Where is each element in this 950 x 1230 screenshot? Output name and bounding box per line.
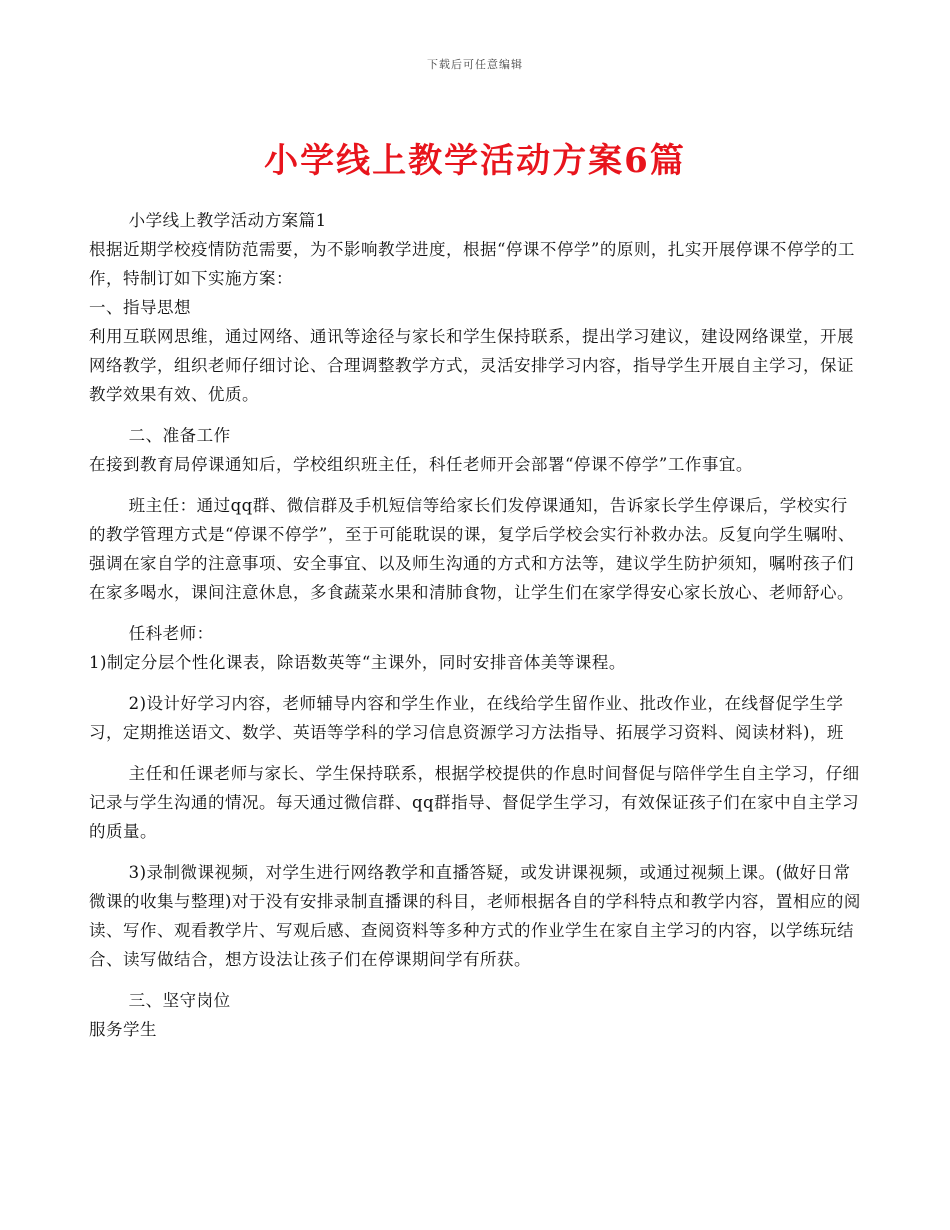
paragraph-serve-students: 服务学生 xyxy=(89,1020,157,1039)
document-title: 小学线上教学活动方案6篇 xyxy=(264,141,686,181)
paragraph-preparation: 在接到教育局停课通知后，学校组织班主任，科任老师开会部署“停课不停学”工作事宜。 xyxy=(89,455,753,474)
subheading-subject-teacher: 任科老师： xyxy=(128,624,214,643)
header-note: 下载后可任意编辑 xyxy=(427,58,523,71)
paragraph-item-1: 1)制定分层个性化课表，除语数英等“主课外，同时安排音体美等课程。 xyxy=(89,653,626,672)
section-heading-preparation: 二、准备工作 xyxy=(128,426,231,445)
paragraph-guiding-thought: 利用互联网思维，通过网络、通讯等途径与家长和学生保持联系，提出学习建议，建设网络课堂，开展网络教学，组织老师仔细讨论、合理调整教学方式，灵活安排学习内容，指导学生开展自主学习，保证教学效果有效、优质。 xyxy=(89,327,854,404)
section-heading-article-1: 小学线上教学活动方案篇1 xyxy=(128,211,327,230)
section-heading-guiding-thought: 一、指导思想 xyxy=(89,298,191,317)
paragraph-intro: 根据近期学校疫情防范需要，为不影响教学进度，根据“停课不停学”的原则，扎实开展停课不停学的工作，特制订如下实施方案： xyxy=(89,240,855,288)
paragraph-item-2-continued: 主任和任课老师与家长、学生保持联系，根据学校提供的作息时间督促与陪伴学生自主学习，仔细记录与学生沟通的情况。每天通过微信群、qq群指导、督促学生学习，有效保证孩子们在家中自主学习的质量。 xyxy=(89,764,860,841)
section-heading-stick-to-post: 三、坚守岗位 xyxy=(128,991,231,1010)
paragraph-item-2: 2)设计好学习内容，老师辅导内容和学生作业，在线给学生留作业、批改作业，在线督促学生学习，定期推送语文、数学、英语等学科的学习信息资源学习方法指导、拓展学习资料、阅读材料)，班 xyxy=(89,694,844,742)
paragraph-item-3: 3)录制微课视频，对学生进行网络教学和直播答疑，或发讲课视频，或通过视频上课。(做好日常微课的收集与整理)对于没有安排录制直播课的科目，老师根据各自的学科特点和教学内容，置相应的阅读、写作、观看教学片、写观后感、查阅资料等多种方式的作业学生在家自主学习的内容，以学练玩结合、读写做结合，想方设法让孩子们在停课期间学有所获。 xyxy=(89,863,861,969)
document-body xyxy=(89,206,861,1044)
paragraph-head-teacher: 班主任：通过qq群、微信群及手机短信等给家长们发停课通知，告诉家长学生停课后，学校实行的教学管理方式是“停课不停学”，至于可能耽误的课，复学后学校会实行补救办法。反复向学生嘱咐、强调在家自学的注意事项、安全事宜、以及师生沟通的方式和方法等，建议学生防护须知，嘱咐孩子们在家多喝水，课间注意休息，多食蔬菜水果和清肺食物，让学生们在家学得安心家长放心、老师舒心。 xyxy=(89,496,855,602)
